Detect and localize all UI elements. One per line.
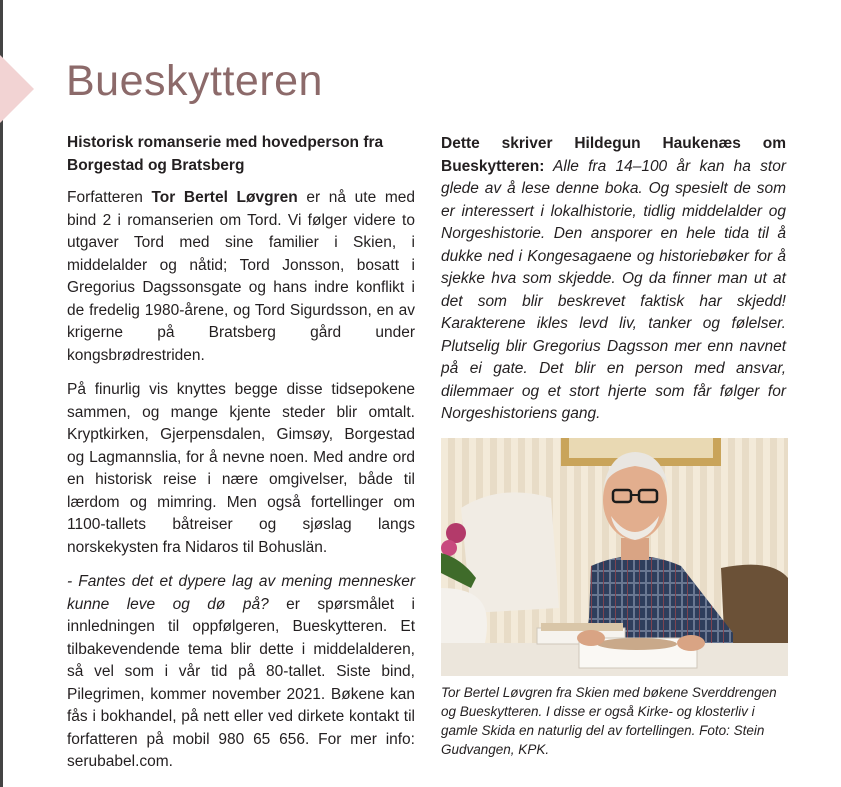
review-quote: Alle fra 14–100 år kan ha stor glede av å lese denne boka. Og spesielt de som er interessert i lokalhistorie, tidlig middelalder og Norgeshistorie. Den ansporer en hele tida til å dukke ned i Kongesagaene og historiebøker for å sjekke hva som skjedde. Og da finner man ut at det som blir beskrevet faktisk har skjedd! Karakterene ikles levd liv, tanker og følelser. Plutselig blir Gregorius Dagsson mer enn navnet på ei gate. Det blir en person med ansvar, dilemmaer og et stort hjerte som får følger for Norgeshistoriens gang. (441, 157, 786, 422)
author-name: Tor Bertel Løvgren (151, 189, 298, 206)
paragraph-1 (67, 187, 415, 367)
article-lead: Historisk romanserie med hovedperson fra Borgestad og Bratsberg (67, 134, 384, 174)
p3-rest: er spørsmålet i innledningen til oppfølgeren, Bueskytteren. Et tilbakevendende tema blir dette i middelalderen, så vel som i vår tid på 80-tallet. Siste bind, Pilegrimen, kommer november 2021. Bøkene kan fås i bokhandel, på nett eller ved dirkete kontakt til forfatteren på mobil 980 65 656. For mer info: serubabel.com. (67, 595, 415, 770)
article-title: Bueskytteren (66, 57, 323, 105)
review-paragraph (441, 133, 786, 426)
review-intro: Dette skriver Hildegun Haukenæs om Bueskytteren: (441, 135, 786, 175)
photo-caption: Tor Bertel Løvgren fra Skien med bøkene Sverddrengen og Bueskytteren. I disse er også Kirke- og klosterliv i gamle Skida en naturlig del av fortellingen. Foto: Stein Gudvangen, KPK. (441, 685, 777, 757)
paragraph-3 (67, 571, 415, 774)
p1-post: er nå ute med bind 2 i romanserien om Tord. Vi følger videre to utgaver Tord med sine familier i Skien, i middelalder og nåtid; Tord Jonsson, bosatt i Gregorius Dagssonsgate og hans indre konflikt i de fredelig 1980-årene, og Tord Sigurdsson, en av krigerne på Bratsberg gård under kongsbrødrestriden. (67, 189, 415, 364)
opening-quote: - Fantes det et dypere lag av mening mennesker kunne leve og dø på? (67, 573, 415, 613)
left-column (67, 132, 415, 786)
paragraph-2: På finurlig vis knyttes begge disse tidsepokene sammen, og mange kjente steder blir omtalt. Kryptkirken, Gjerpensdalen, Gimsøy, Borgestad og Lagmannslia, for å nevne noen. Med andre ord en historisk reise i nære omgivelser, både til lærdom og mimring. Men også fortellinger om 1100-tallets båtreiser og sjøslag langs norskekysten fra Nidaros til Bohuslän. (67, 381, 415, 556)
right-column (441, 133, 786, 438)
section-triangle-marker (0, 55, 34, 123)
p1-pre: Forfatteren (67, 189, 152, 206)
author-photo (441, 438, 788, 676)
